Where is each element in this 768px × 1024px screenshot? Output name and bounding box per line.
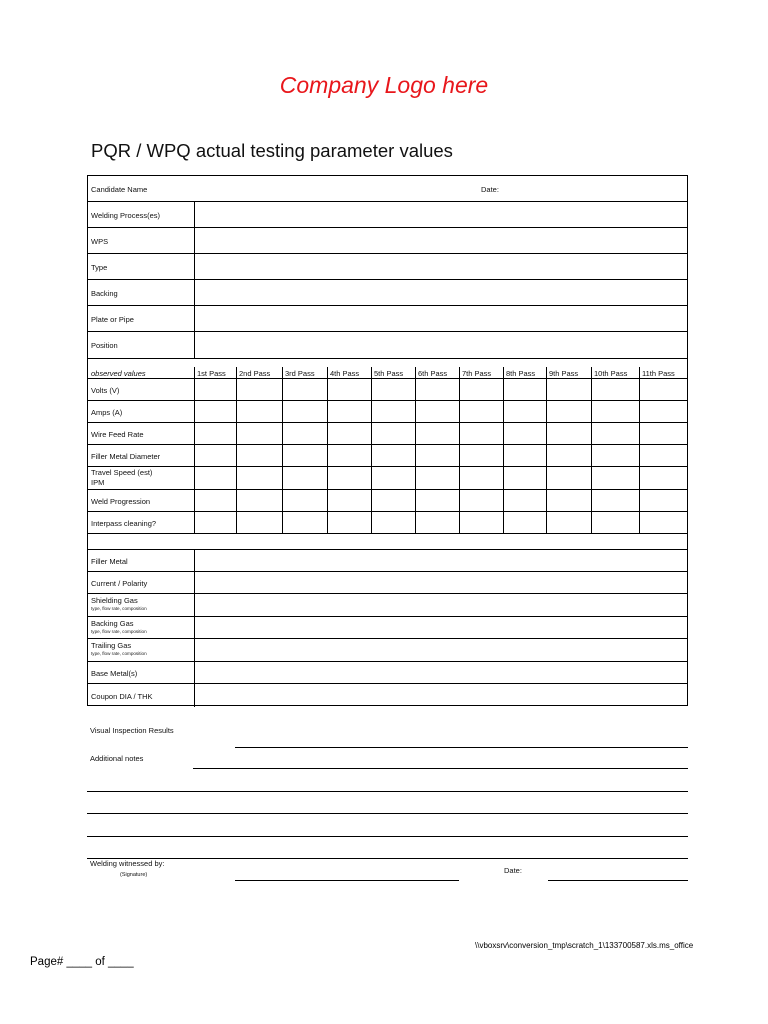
visual-inspection-line[interactable] [235,747,688,748]
pass-value-cell[interactable] [640,490,689,511]
pass-value-cell[interactable] [460,445,503,466]
pass-value-cell[interactable] [547,512,591,533]
pass-value-cell[interactable] [328,512,371,533]
bottom-field-row [88,594,687,617]
pass-value-cell[interactable] [237,401,282,422]
observed-values-label: observed values [91,369,146,378]
pass-value-cell[interactable] [504,401,546,422]
pass-value-cell[interactable] [504,445,546,466]
pass-value-cell[interactable] [592,401,639,422]
pass-value-cell[interactable] [237,490,282,511]
pass-header: 10th Pass [594,369,628,378]
pass-column-divider [327,367,328,378]
field-value-cell[interactable] [195,280,687,305]
field-label: Plate or Pipe [91,315,134,324]
pass-value-cell[interactable] [547,445,591,466]
pass-value-cell[interactable] [328,445,371,466]
pass-parameter-label: Interpass cleaning? [91,519,157,528]
pass-value-cell[interactable] [283,445,327,466]
pass-value-cell[interactable] [283,490,327,511]
field-value-cell[interactable] [195,202,687,227]
bottom-field-value-cell[interactable] [195,572,687,593]
additional-notes-label: Additional notes [90,754,144,763]
pass-header: 9th Pass [549,369,579,378]
bottom-field-value-cell[interactable] [195,662,687,683]
pass-value-cell[interactable] [640,423,689,444]
witness-date-line[interactable] [548,880,688,881]
page-number-footer: Page# ____ of ____ [30,956,134,968]
field-value-cell[interactable] [195,254,687,279]
spacer-row [88,534,687,550]
pass-value-cell[interactable] [328,467,371,489]
pass-header: 2nd Pass [239,369,271,378]
pass-parameter-label: Wire Feed Rate [91,430,144,439]
bottom-field-row [88,662,687,684]
pass-header: 11th Pass [642,369,675,378]
bottom-field-label: Current / Polarity [91,579,148,588]
bottom-field-label: Coupon DIA / THK [91,692,153,701]
pass-value-cell[interactable] [504,423,546,444]
pass-column-divider [546,367,547,378]
bottom-field-value-cell[interactable] [195,639,687,661]
pass-value-cell[interactable] [416,467,459,489]
signature-label: (Signature) [120,872,148,878]
bottom-field-label: Backing Gas [91,619,134,628]
pass-value-cell[interactable] [328,401,371,422]
pass-value-cell[interactable] [547,423,591,444]
pass-value-cell[interactable] [547,467,591,489]
pass-value-cell[interactable] [592,423,639,444]
pass-column-divider [282,367,283,378]
pass-parameter-label: Amps (A) [91,408,123,417]
pass-value-cell[interactable] [372,379,415,400]
field-label: Position [91,341,118,350]
pass-value-cell[interactable] [504,379,546,400]
pass-column-divider [503,367,504,378]
pass-value-cell[interactable] [640,379,689,400]
pass-column-divider [415,367,416,378]
pass-value-cell[interactable] [592,379,639,400]
pass-value-cell[interactable] [592,445,639,466]
bottom-field-value-cell[interactable] [195,550,687,571]
pass-value-cell[interactable] [283,467,327,489]
pass-header: 6th Pass [418,369,448,378]
pass-column-divider [194,367,195,378]
notes-line-4[interactable] [87,836,688,837]
witness-date-label: Date: [504,866,522,875]
pass-header: 3rd Pass [285,369,315,378]
pass-value-cell[interactable] [283,512,327,533]
pass-value-cell[interactable] [460,379,503,400]
bottom-field-sublabel: type, flow rate, composition [91,606,147,611]
bottom-field-row [88,572,687,594]
pass-value-cell[interactable] [237,512,282,533]
pass-parameter-row [88,379,687,401]
field-row [88,306,687,332]
pass-value-cell[interactable] [547,401,591,422]
pass-value-cell[interactable] [283,423,327,444]
pass-value-cell[interactable] [195,445,236,466]
pass-value-cell[interactable] [640,467,689,489]
pass-value-cell[interactable] [283,379,327,400]
pass-parameter-row [88,512,687,534]
pass-value-cell[interactable] [460,467,503,489]
candidate-date-label: Date: [481,185,499,194]
pass-value-cell[interactable] [328,423,371,444]
notes-line-1[interactable] [193,768,688,769]
company-logo-placeholder: Company Logo here [279,72,489,98]
pass-value-cell[interactable] [592,490,639,511]
pass-parameter-row [88,401,687,423]
pass-value-cell[interactable] [460,423,503,444]
witnessed-by-label: Welding witnessed by: [90,859,165,868]
visual-inspection-label: Visual Inspection Results [90,726,174,735]
bottom-field-value-cell[interactable] [195,617,687,638]
field-label: Type [91,263,108,272]
pass-value-cell[interactable] [460,512,503,533]
field-value-cell[interactable] [195,228,687,253]
pass-value-cell[interactable] [416,445,459,466]
pass-value-cell[interactable] [416,490,459,511]
field-row [88,254,687,280]
pass-value-cell[interactable] [237,467,282,489]
notes-line-5[interactable] [87,858,688,859]
pass-value-cell[interactable] [640,401,689,422]
pass-value-cell[interactable] [504,467,546,489]
pass-column-divider [236,367,237,378]
pass-value-cell[interactable] [460,490,503,511]
pass-value-cell[interactable] [547,490,591,511]
bottom-field-label: Trailing Gas [91,641,132,650]
bottom-field-value-cell[interactable] [195,684,687,707]
pass-column-divider [639,367,640,378]
bottom-field-value-cell[interactable] [195,594,687,616]
pass-parameter-row [88,423,687,445]
parameter-form [87,175,688,706]
pass-value-cell[interactable] [416,379,459,400]
pass-header-row [88,367,687,379]
pass-value-cell[interactable] [195,379,236,400]
pass-value-cell[interactable] [592,512,639,533]
pass-value-cell[interactable] [372,401,415,422]
pass-value-cell[interactable] [195,401,236,422]
bottom-field-label: Shielding Gas [91,596,138,605]
pass-value-cell[interactable] [328,490,371,511]
pass-parameter-row [88,490,687,512]
bottom-field-label: Filler Metal [91,557,128,566]
bottom-field-sublabel: type, flow rate, composition [91,629,147,634]
pass-value-cell[interactable] [328,379,371,400]
bottom-field-row [88,617,687,639]
candidate-name-label: Candidate Name [91,185,148,194]
field-label: WPS [91,237,109,246]
field-row [88,202,687,228]
pass-value-cell[interactable] [195,490,236,511]
pass-value-cell[interactable] [640,512,689,533]
field-value-cell[interactable] [195,306,687,331]
pass-value-cell[interactable] [504,490,546,511]
pass-value-cell[interactable] [460,401,503,422]
pass-parameter-label: Travel Speed (est) IPM [91,468,153,487]
pass-header: 4th Pass [330,369,360,378]
pass-parameter-label: Volts (V) [91,386,120,395]
field-row [88,228,687,254]
bottom-field-row [88,639,687,662]
pass-column-divider [371,367,372,378]
pass-header: 7th Pass [462,369,492,378]
pass-value-cell[interactable] [504,512,546,533]
pass-value-cell[interactable] [547,379,591,400]
pass-header: 1st Pass [197,369,226,378]
pass-parameter-label: Filler Metal Diameter [91,452,161,461]
pass-header: 8th Pass [506,369,536,378]
file-path-footer: \\vboxsrv\conversion_tmp\scratch_1\133700587.xls.ms_office [475,941,694,950]
pass-value-cell[interactable] [237,379,282,400]
pass-parameter-row [88,467,687,490]
bottom-field-sublabel: type, flow rate, composition [91,651,147,656]
bottom-field-row [88,550,687,572]
pass-value-cell[interactable] [592,467,639,489]
bottom-field-label: Base Metal(s) [91,669,138,678]
pass-value-cell[interactable] [195,467,236,489]
pass-column-divider [591,367,592,378]
pass-value-cell[interactable] [195,512,236,533]
page-title: PQR / WPQ actual testing parameter values [91,140,453,161]
pass-value-cell[interactable] [283,401,327,422]
pass-value-cell[interactable] [416,512,459,533]
pass-value-cell[interactable] [237,423,282,444]
pass-value-cell[interactable] [237,445,282,466]
pass-parameter-label: Weld Progression [91,497,151,506]
field-label: Welding Process(es) [91,211,161,220]
pass-value-cell[interactable] [372,445,415,466]
field-row [88,332,687,359]
bottom-field-row [88,684,687,707]
field-row [88,280,687,306]
pass-value-cell[interactable] [640,445,689,466]
notes-line-2[interactable] [87,791,688,792]
pass-value-cell[interactable] [416,423,459,444]
pass-value-cell[interactable] [372,490,415,511]
field-value-cell[interactable] [195,332,687,358]
signature-line[interactable] [235,880,459,881]
pass-column-divider [459,367,460,378]
pass-parameter-row [88,445,687,467]
candidate-row [88,176,687,202]
pass-value-cell[interactable] [195,423,236,444]
pass-value-cell[interactable] [372,467,415,489]
pass-header: 5th Pass [374,369,404,378]
pass-value-cell[interactable] [416,401,459,422]
field-label: Backing [91,289,118,298]
pass-value-cell[interactable] [372,423,415,444]
pass-value-cell[interactable] [372,512,415,533]
notes-line-3[interactable] [87,813,688,814]
